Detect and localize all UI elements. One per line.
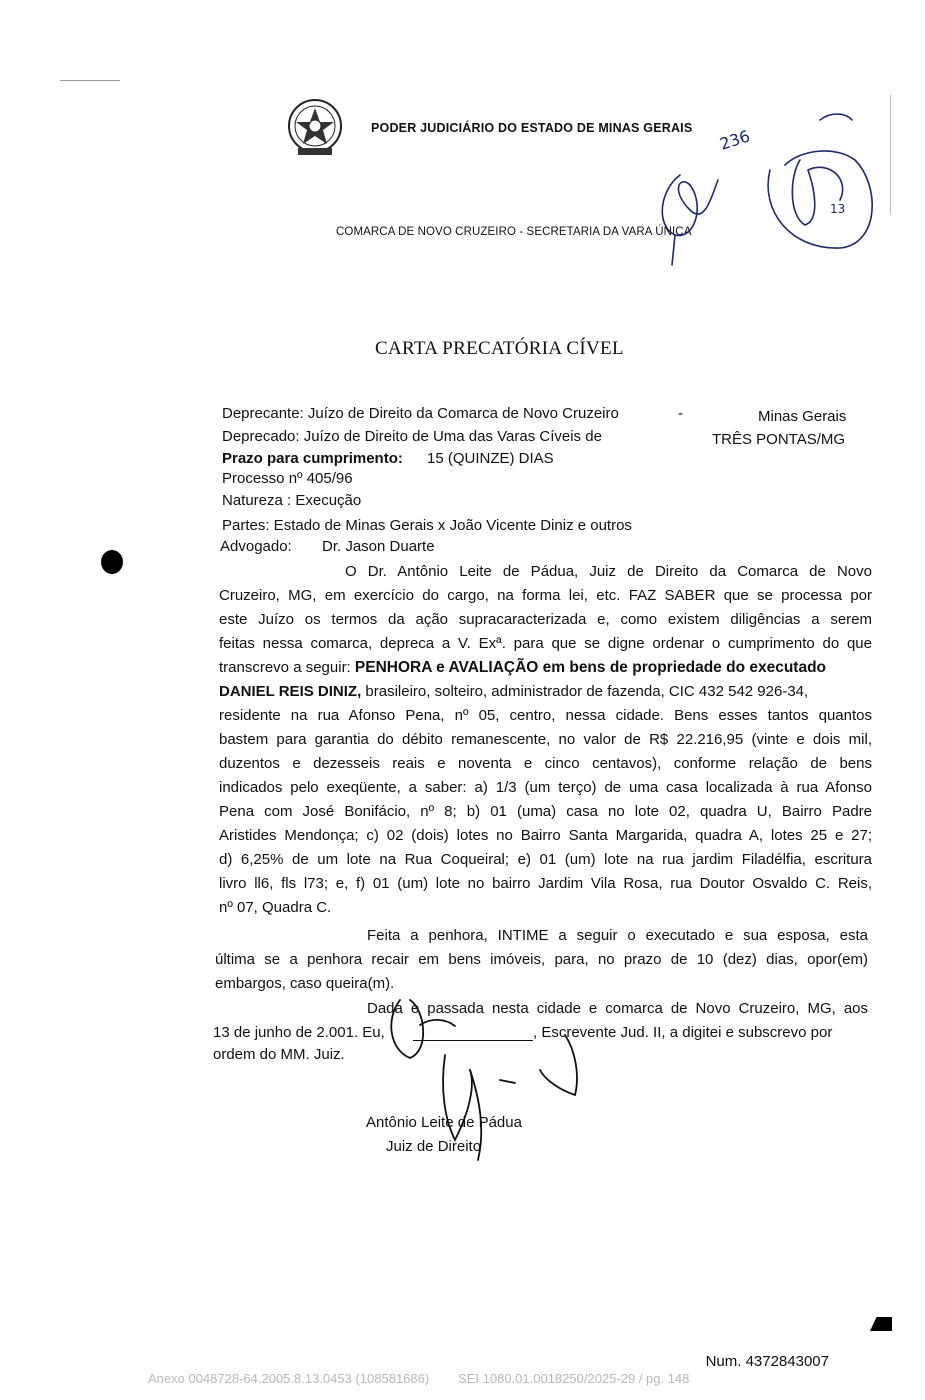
header-court-name: PODER JUDICIÁRIO DO ESTADO DE MINAS GERAIS (371, 121, 693, 135)
processo-line: Processo nº 405/96 (222, 470, 353, 487)
prazo-label: Prazo para cumprimento: (222, 450, 403, 467)
body-line: embargos, caso queira(m). (215, 975, 395, 992)
body-line: livro ll6, fls l73; e, f) 01 (um) lote no bairro Jardim Vila Rosa, rua Doutor Osvaldo C. Reis, (219, 875, 872, 892)
advogado-label: Advogado: (220, 538, 292, 555)
deprecante-state: Minas Gerais (758, 408, 847, 425)
deprecado-city: TRÊS PONTAS/MG (712, 431, 846, 448)
advogado-value: Dr. Jason Duarte (322, 538, 435, 555)
header-comarca: COMARCA DE NOVO CRUZEIRO - SECRETARIA DA VARA ÚNICA (336, 226, 692, 238)
document-number: Num. 4372843007 (705, 1353, 829, 1370)
body-line: nº 07, Quadra C. (219, 899, 332, 916)
body-line (219, 683, 808, 700)
body-line: d) 6,25% de um lote na Rua Coqueiral; e) 01 (um) lote na rua jardim Filadélfia, escritura (219, 851, 872, 868)
handwritten-page-number: 236 (717, 126, 753, 154)
signer-role: Juiz de Direito (386, 1138, 482, 1155)
body-line: Pena com José Bonifácio, nº 8; b) 01 (uma) casa no lote 02, quadra U, Bairro Padre (219, 803, 872, 820)
deprecado-line: Deprecado: Juízo de Direito de Uma das Varas Cíveis de (222, 428, 602, 445)
body-line: este Juízo os termos da ação supracaracterizada e, como existem diligências a serem (219, 611, 872, 628)
body-line: Dada e passada nesta cidade e comarca de Novo Cruzeiro, MG, aos (367, 1000, 868, 1017)
body-line (219, 659, 826, 677)
body-line: duzentos e dezesseis reais e noventa e cinco centavos), conforme relação de bens (219, 755, 872, 772)
body-line: Cruzeiro, MG, em exercício do cargo, na forma lei, etc. FAZ SABER que se processa por (219, 587, 872, 604)
natureza-line: Natureza : Execução (222, 492, 362, 509)
scan-edge-mark (890, 95, 891, 215)
signer-name: Antônio Leite de Pádua (366, 1114, 522, 1131)
body-line: indicados pelo exeqüente, a saber: a) 1/3 (um terço) de uma casa localizada à rua Afonso (219, 779, 872, 796)
body-line: ordem do MM. Juiz. (213, 1046, 345, 1063)
signature-blank-line (413, 1040, 533, 1041)
handwritten-stamp-number: 13 (830, 202, 846, 216)
partes-line: Partes: Estado de Minas Gerais x João Vicente Diniz e outros (222, 517, 632, 534)
body-line: Aristides Mendonça; c) 02 (dois) lotes no Bairro Santa Margarida, quadra A, lotes 25 e 27; (219, 827, 872, 844)
document-title: CARTA PRECATÓRIA CÍVEL (375, 338, 624, 359)
body-line: Feita a penhora, INTIME a seguir o executado e sua esposa, esta (367, 927, 868, 944)
body-line: 13 de junho de 2.001. Eu, (213, 1024, 385, 1041)
body-line: bastem para garantia do débito remanescente, no valor de R$ 22.216,95 (vinte e dois mil, (219, 731, 872, 748)
scan-blot (101, 550, 123, 574)
scan-edge-mark (60, 80, 120, 81)
body-line: O Dr. Antônio Leite de Pádua, Juiz de Direito da Comarca de Novo (345, 563, 872, 580)
penhora-highlight: PENHORA e AVALIAÇÃO em bens de propriedade do executado (354, 659, 827, 676)
deprecante-line: Deprecante: Juízo de Direito da Comarca de Novo Cruzeiro (222, 405, 619, 422)
body-text: transcrevo a seguir: (219, 659, 355, 676)
body-line: residente na rua Afonso Pena, nº 05, centro, nessa cidade. Bens esses tantos quantos (219, 707, 872, 724)
prazo-value: 15 (QUINZE) DIAS (427, 450, 554, 467)
body-line: última se a penhora recair em bens imóveis, para, no prazo de 10 (dez) dias, opor(em) (215, 951, 868, 968)
body-line: feitas nessa comarca, depreca a V. Exª. para que se digne ordenar o cumprimento do que (219, 635, 872, 652)
annex-reference: Anexo 0048728-64.2005.8.13.0453 (108581686) SEI 1080.01.0018250/2025-29 / pg. 148 (148, 1371, 690, 1386)
body-text: brasileiro, solteiro, administrador de fazenda, CIC 432 542 926-34, (361, 683, 809, 700)
body-line: , Escrevente Jud. II, a digitei e subscrevo por (533, 1024, 833, 1041)
deprecante-dash: - (678, 405, 683, 422)
executado-name: DANIEL REIS DINIZ, (219, 683, 362, 700)
